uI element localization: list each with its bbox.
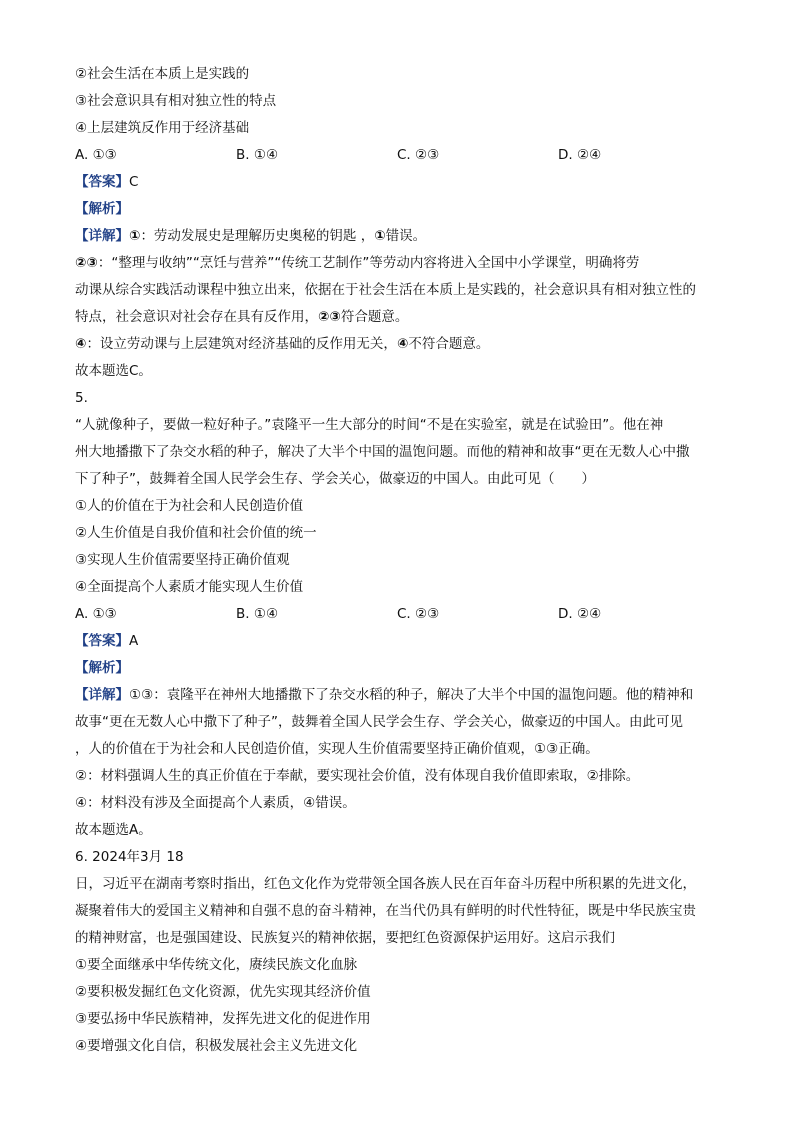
q5-detail-3: ④：材料没有涉及全面提高个人素质，④错误。 bbox=[75, 795, 356, 811]
q5-detail-2: ②：材料强调人生的真正价值在于奉献，要实现社会价值，没有体现自我价值即索取，②排除。 bbox=[75, 768, 640, 784]
q5-detail-1-line-1 bbox=[75, 682, 725, 709]
q4-detail-2-line-1 bbox=[75, 250, 725, 277]
q4-conclusion: 故本题选C。 bbox=[75, 363, 152, 379]
detail-mark: ②③ bbox=[318, 309, 341, 325]
q5-stem-line-2: 州大地播撒下了杂交水稻的种子，解决了大半个中国的温饱问题。而他的精神和故事“更在无数人心中撒 bbox=[75, 444, 690, 460]
analysis-tag: 【解析】 bbox=[75, 201, 129, 217]
q4-answer bbox=[75, 169, 725, 196]
q4-detail-2-line-2: 动课从综合实践活动课程中独立出来，依据在于社会生活在本质上是实践的，社会意识具有相对独立性的 bbox=[75, 282, 696, 298]
q5-detail-1-line-3: ，人的价值在于为社会和人民创造价值，实现人生价值需要坚持正确价值观，①③正确。 bbox=[75, 741, 599, 757]
q4-detail-2-line-3 bbox=[75, 304, 725, 331]
q6-item-2: ②要积极发掘红色文化资源，优先实现其经济价值 bbox=[75, 984, 371, 1000]
q6-stem-line-3: 的精神财富，也是强国建设、民族复兴的精神依据，要把红色资源保护运用好。这启示我们 bbox=[75, 930, 615, 946]
q5-option-b: B. ①④ bbox=[236, 606, 279, 622]
q5-number: 5. bbox=[75, 390, 88, 406]
detail-text: 错误。 bbox=[385, 228, 427, 244]
detail-text: 不符合题意。 bbox=[408, 336, 490, 352]
detail-text: 符合题意。 bbox=[340, 309, 409, 325]
detail-mark: ④ bbox=[396, 336, 409, 352]
q5-option-c: C. ②③ bbox=[397, 606, 440, 622]
q4-options bbox=[75, 142, 725, 169]
q4-option-d: D. ②④ bbox=[558, 147, 602, 163]
q5-option-d: D. ②④ bbox=[558, 606, 602, 622]
q5-conclusion: 故本题选A。 bbox=[75, 822, 152, 838]
q5-item-4: ④全面提高个人素质才能实现人生价值 bbox=[75, 579, 304, 595]
detail-text: ：设立劳动课与上层建筑对经济基础的反作用无关， bbox=[86, 336, 397, 352]
q4-item-4: ④上层建筑反作用于经济基础 bbox=[75, 120, 250, 136]
q5-stem-line-1: “人就像种子，要做一粒好种子。”袁隆平一生大部分的时间“不是在实验室，就是在试验田”。他在神 bbox=[75, 417, 664, 433]
detail-text: 特点，社会意识对社会存在具有反作用， bbox=[75, 309, 318, 325]
q5-answer bbox=[75, 628, 725, 655]
q4-option-c: C. ②③ bbox=[397, 147, 440, 163]
document-content bbox=[75, 61, 725, 1060]
detail-mark: ① bbox=[129, 228, 141, 244]
detail-mark: ②③ bbox=[75, 255, 98, 271]
detail-text: ：劳动发展史是理解历史奥秘的钥匙 ， bbox=[140, 228, 375, 244]
q6-stem-line-1: 日，习近平在湖南考察时指出，红色文化作为党带领全国各族人民在百年奋斗历程中所积累的先进文化， bbox=[75, 876, 696, 892]
q5-analysis-heading bbox=[75, 655, 725, 682]
detail-text: ①③：袁隆平在神州大地播撒下了杂交水稻的种子，解决了大半个中国的温饱问题。他的精神和 bbox=[129, 687, 694, 703]
q6-item-1: ①要全面继承中华传统文化，赓续民族文化血脉 bbox=[75, 957, 358, 973]
q6-item-4: ④要增强文化自信，积极发展社会主义先进文化 bbox=[75, 1038, 358, 1054]
q5-options bbox=[75, 601, 725, 628]
q6-number-date: 6. 2024年3月 18 bbox=[75, 849, 184, 865]
q4-analysis-heading bbox=[75, 196, 725, 223]
q5-item-2: ②人生价值是自我价值和社会价值的统一 bbox=[75, 525, 317, 541]
q4-option-b: B. ①④ bbox=[236, 147, 279, 163]
answer-tag: 【答案】 bbox=[75, 633, 129, 649]
q5-option-a: A. ①③ bbox=[75, 606, 117, 622]
q4-item-2: ②社会生活在本质上是实践的 bbox=[75, 66, 250, 82]
q6-stem-line-2: 凝聚着伟大的爱国主义精神和自强不息的奋斗精神，在当代仍具有鲜明的时代性特征，既是中华民族宝贵 bbox=[75, 903, 696, 919]
answer-value: A bbox=[129, 633, 139, 649]
q5-detail-1-line-2: 故事“更在无数人心中撒下了种子”，鼓舞着全国人民学会生存、学会关心，做豪迈的中国人。由此可见 bbox=[75, 714, 683, 730]
detail-tag: 【详解】 bbox=[75, 687, 129, 703]
answer-tag: 【答案】 bbox=[75, 174, 129, 190]
analysis-tag: 【解析】 bbox=[75, 660, 129, 676]
detail-text: ：“整理与收纳”“烹饪与营养”“传统工艺制作”等劳动内容将进入全国中小学课堂，明确将劳 bbox=[97, 255, 640, 271]
q6-item-3: ③要弘扬中华民族精神，发挥先进文化的促进作用 bbox=[75, 1011, 371, 1027]
answer-value: C bbox=[129, 174, 139, 190]
q4-detail-3 bbox=[75, 331, 725, 358]
q5-stem-line-3: 下了种子”，鼓舞着全国人民学会生存、学会关心，做豪迈的中国人。由此可见（ ） bbox=[75, 471, 595, 487]
detail-mark: ④ bbox=[75, 336, 87, 352]
detail-tag: 【详解】 bbox=[75, 228, 129, 244]
q4-item-3: ③社会意识具有相对独立性的特点 bbox=[75, 93, 277, 109]
detail-mark: ① bbox=[374, 228, 386, 244]
q4-option-a: A. ①③ bbox=[75, 147, 117, 163]
q5-item-3: ③实现人生价值需要坚持正确价值观 bbox=[75, 552, 290, 568]
q5-item-1: ①人的价值在于为社会和人民创造价值 bbox=[75, 498, 304, 514]
q4-detail-1 bbox=[75, 223, 725, 250]
